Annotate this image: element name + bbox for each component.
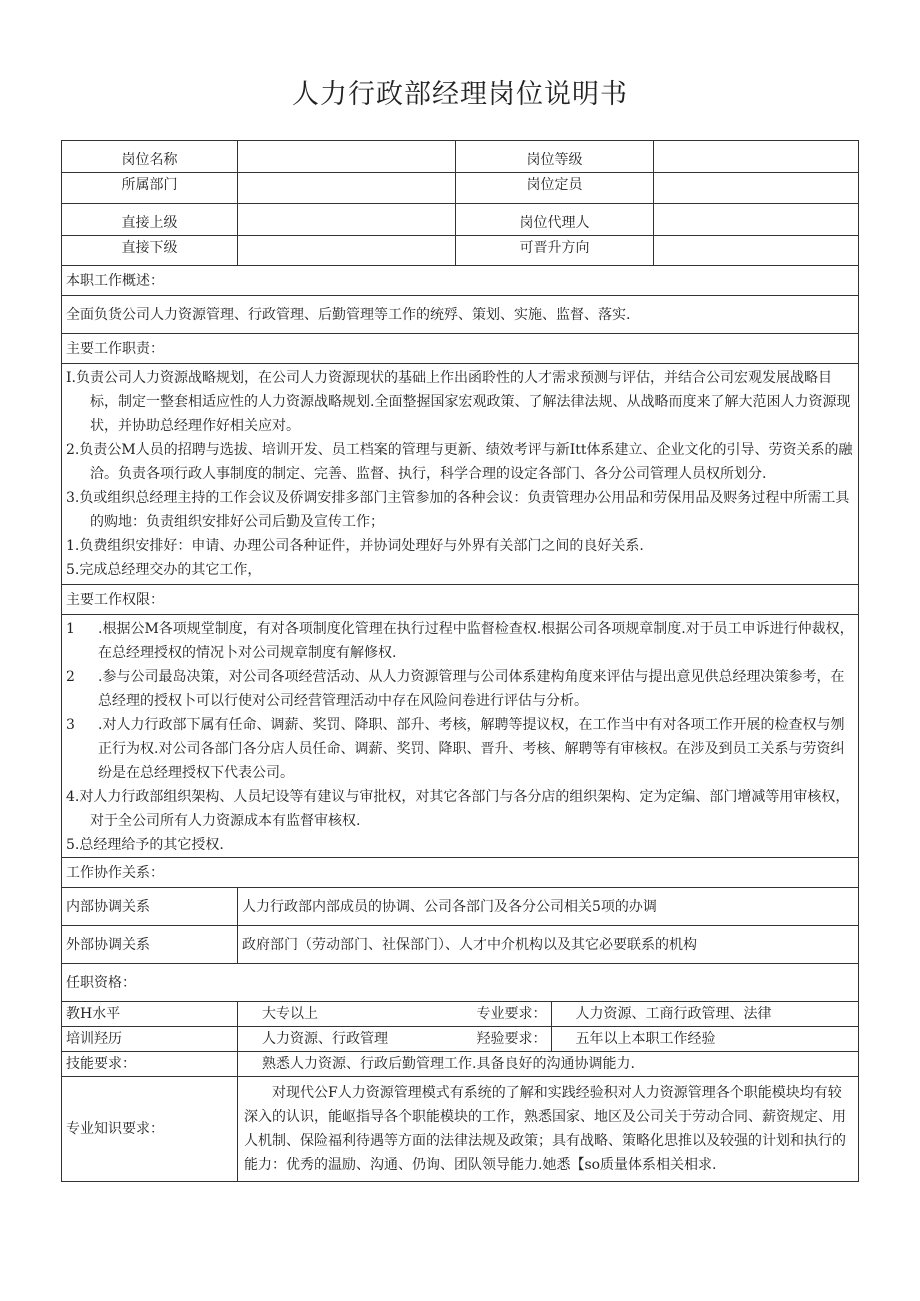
- authority-num: 3: [66, 717, 75, 733]
- document-title: 人力行政部经理岗位说明书: [292, 79, 628, 110]
- overview-text: 全面负货公司人力资源管理、行政管理、后勤管理等工作的统殍、策划、实施、监督、落实.: [62, 296, 859, 334]
- knowledge-value: 对现代公F人力资源管理模式有系统的了解和实践经验积对人力资源管理各个职能模块均有较深入的认识，能岖指导各个职能模块的工作，熟悉国家、地区及公司关于劳动合同、薪资规定、用人机制、保险福利待遇等方面的法律法规及政策；具有战略、策略化思推以及较强的计划和执行的能力：优秀的温励、沟通、仍询、团队领导能力.她悉【so质量体系相关相求.: [238, 1077, 859, 1182]
- duties-heading: 主要工作职责：: [62, 334, 859, 364]
- authority-num: 1: [66, 621, 75, 637]
- position-name-value[interactable]: [238, 141, 456, 173]
- promotion-value[interactable]: [654, 236, 859, 266]
- training-label: 培训羟历: [62, 1027, 238, 1052]
- external-coordination-label: 外部协调关系: [62, 926, 238, 964]
- education-row: [238, 1002, 859, 1027]
- department-label: 所属部门: [62, 173, 238, 204]
- duty-item: I.负责公司人力资源战略规划，在公司人力资源现状的基础上作出函聆性的人才需求预测与评估，并结合公司宏观发展战略目标，制定一整套相适应性的人力资源战略规划.全面整握国家宏观政策、了解法律法规、从战略而度来了解大范困人力资源现状，并协助总经理作好相关应对。: [66, 370, 851, 434]
- cooperation-heading: 工作协作关系：: [62, 858, 859, 888]
- skills-label: 技能要求：: [62, 1052, 238, 1077]
- superior-label: 直接上级: [62, 204, 238, 236]
- knowledge-label: 专业知识要求：: [62, 1077, 238, 1182]
- authority-item: [66, 617, 854, 665]
- department-value[interactable]: [238, 173, 456, 204]
- overview-heading: 本职工作概述：: [62, 266, 859, 296]
- experience-value: 五年以上本职工作经验: [551, 1027, 920, 1051]
- superior-value[interactable]: [238, 204, 456, 236]
- duties-list: [62, 364, 859, 585]
- internal-coordination-text: 人力行政部内部成员的协调、公司各部门及各分公司相关5项的办调: [238, 888, 859, 926]
- authority-item: [66, 665, 854, 713]
- subordinate-label: 直接下级: [62, 236, 238, 266]
- authority-item: 5.总经理给予的其它授权.: [66, 837, 224, 853]
- position-level-value[interactable]: [654, 141, 859, 173]
- authority-item: 4.对人力行政部组织架构、人员圮设等有建议与审批权，对其它各部门与各分店的组织架构、定为定编、部门增减等用审核权，对于全公司所有人力资源成本有监督审核权.: [66, 789, 850, 829]
- duty-item: 5.完成总经理交办的其它工作，: [66, 562, 262, 578]
- headcount-value[interactable]: [654, 173, 859, 204]
- authority-item: [66, 713, 854, 785]
- skills-value: 熟悉人力资源、行政后勤管理工作.具备良好的沟通协调能力.: [238, 1052, 859, 1077]
- major-label: 专业要求：: [476, 1006, 547, 1022]
- external-coordination-text: 政府部门（劳动部门、社保部门）、人才中介机构以及其它必要联系的机构: [238, 926, 859, 964]
- authority-list: [62, 615, 859, 858]
- qualification-heading: 任职资格：: [62, 964, 859, 1002]
- authority-text: .对人力行政部下属有任命、调薪、奖罚、降职、部升、考核，解聘等提议权，在工作当中有对各项工作开展的检查权与刎正行为权.对公司各部门各分店人员任命、调薪、奖罚、降职、晋升、考核、解聘等有审核权。在涉及到员工关系与劳资纠纷是在总经理授权下代表公司。: [98, 717, 845, 781]
- experience-label: 羟验要求：: [476, 1031, 547, 1047]
- position-level-label: 岗位等级: [456, 141, 654, 173]
- education-label: 教H水平: [62, 1002, 238, 1027]
- position-name-label: 岗位名称: [62, 141, 238, 173]
- duty-item: 3.负或组织总经理主持的工作会议及侨调安排多部门主管参加的各种会议：负责管理办公用品和劳保用品及赆务过程中所需工具的购地：负责组织安排好公司后勤及宣传工作；: [66, 490, 850, 530]
- training-row: [238, 1027, 859, 1052]
- duty-item: 1.负费组织安排好：申请、办理公司各种证件，并协词处理好与外界有关部门之间的良好关系.: [66, 538, 644, 554]
- authority-text: .根据公M各项规堂制度，有对各项制度化管理在执行过程中监督检查权.根据公司各项规章制度.对于员工申诉进行仲裁权，在总经理授权的情况卜对公司规章制度有解修权.: [98, 621, 854, 661]
- internal-coordination-label: 内部协调关系: [62, 888, 238, 926]
- authority-text: .参与公司最岛决策，对公司各项经营活动、从人力资源管理与公司体系建构角度来评估与提出意见供总经理决策参考，在总经理的授权卜可以行使对公司经营管理活动中存在风险问卷进行评估与分析。: [98, 669, 845, 709]
- education-value: 大专以上: [262, 1006, 318, 1022]
- major-value: 人力资源、工商行政管理、法律: [551, 1002, 920, 1026]
- training-value: 人力资源、行政管理: [262, 1031, 388, 1047]
- headcount-label: 岗位定员: [456, 173, 654, 204]
- promotion-label: 可晋升方向: [456, 236, 654, 266]
- job-description-table: [61, 140, 859, 1182]
- duty-item: 2.负责公M人员的招聘与选拔、培训开发、员工档案的管理与更新、绩效考评与新Itt体系建立、企业文化的引导、劳资关系的融洽。负责各项行政人事制度的制定、完善、监督、执行，科学合理的设定各部门、各分公司管理人员权所划分.: [66, 442, 853, 482]
- deputy-value[interactable]: [654, 204, 859, 236]
- subordinate-value[interactable]: [238, 236, 456, 266]
- authority-heading: 主要工作权限：: [62, 585, 859, 615]
- deputy-label: 岗位代理人: [456, 204, 654, 236]
- authority-num: 2: [66, 669, 75, 685]
